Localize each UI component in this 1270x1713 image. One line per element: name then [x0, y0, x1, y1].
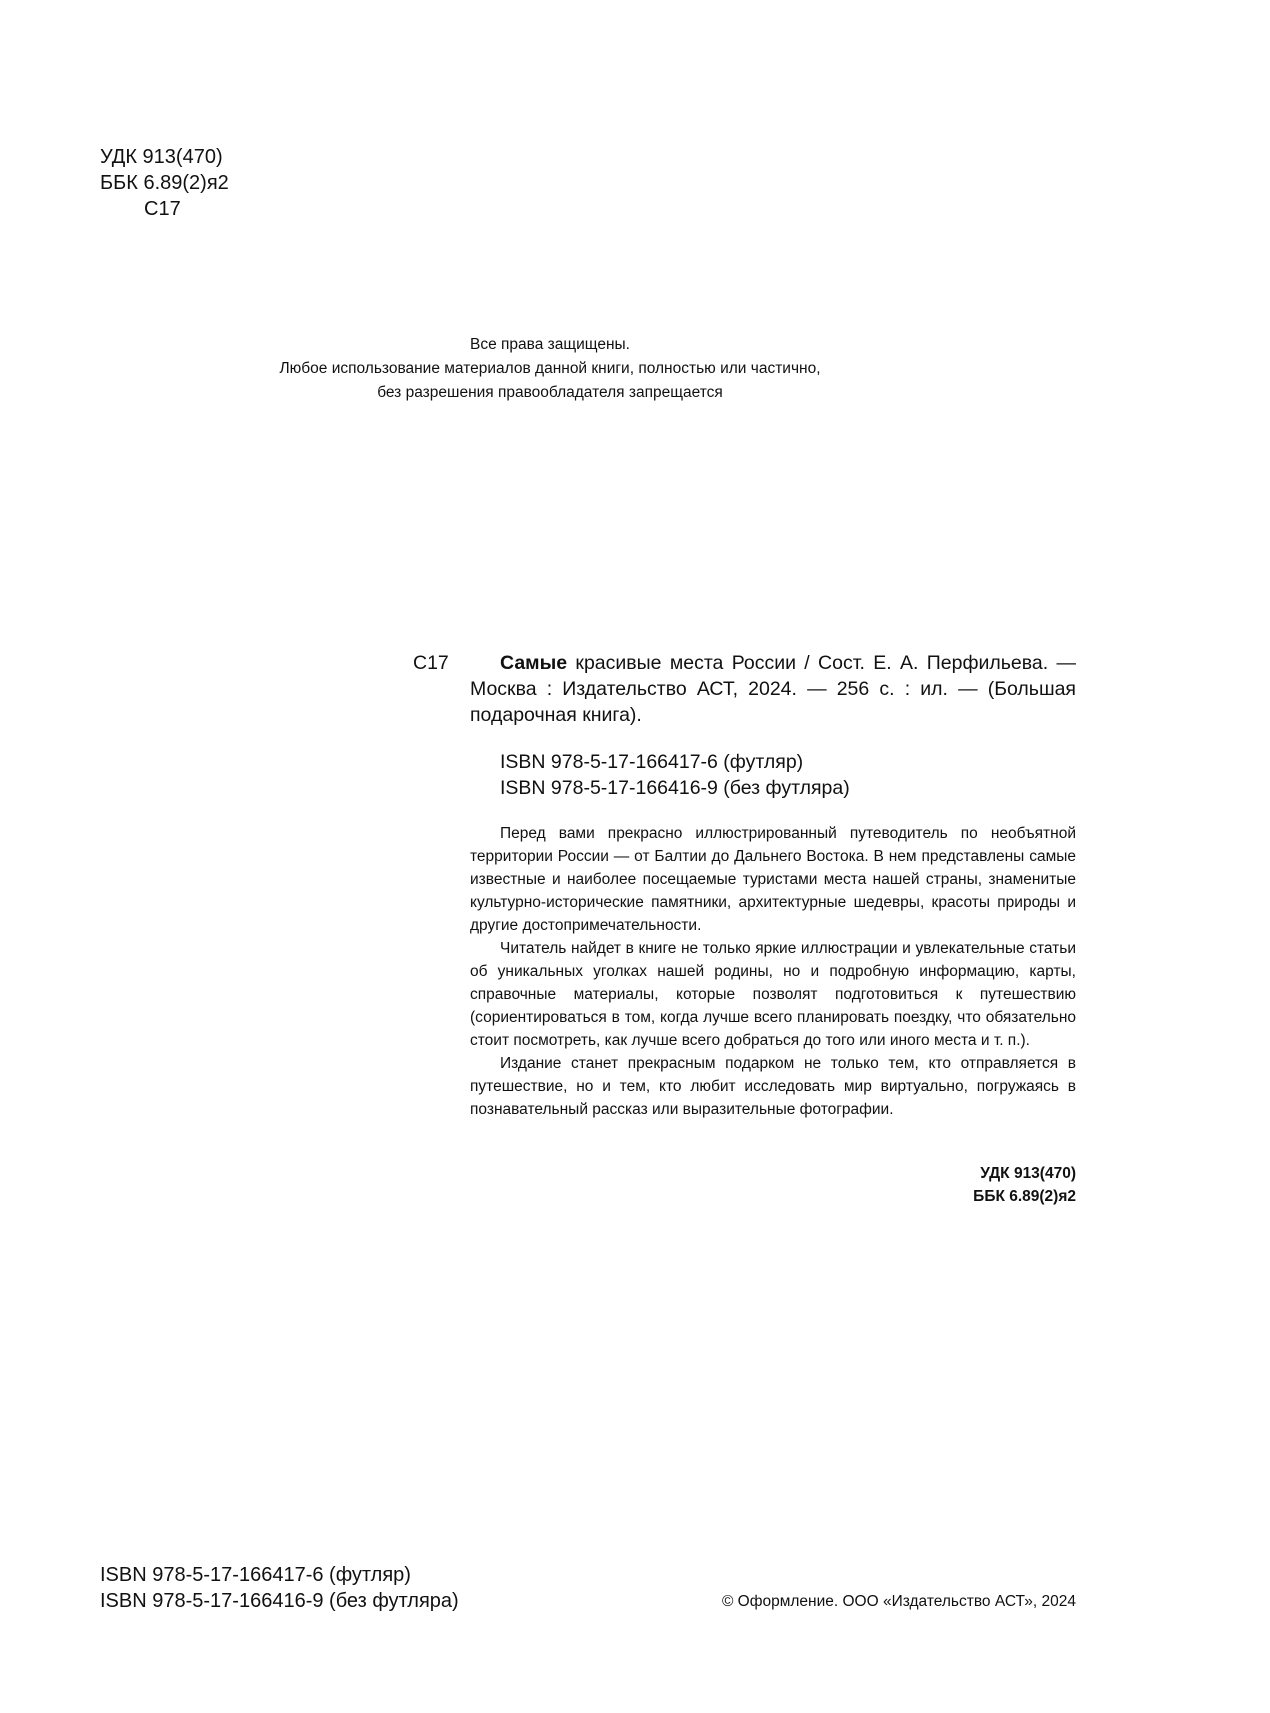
annotation-paragraph-2: Читатель найдет в книге не только яркие иллюстрации и увлекательные статьи об уникальных уголках нашей родины, но и подробную информацию, карты, справочные материалы, которые позволят подготовиться к путешествию (сориентироваться в том, когда лучше всего планировать поездку, что обязательно стоит посмотреть, как лучше всего добраться до того или иного места и т. п.).	[470, 940, 1076, 1049]
biblio-isbn-1: ISBN 978-5-17-166417-6 (футляр)	[500, 751, 804, 773]
header-codes	[100, 144, 229, 222]
rights-line-1: Все права защищены.	[470, 336, 630, 353]
classification-bbk: ББК 6.89(2)я2	[973, 1188, 1076, 1205]
footer-isbn-1: ISBN 978-5-17-166417-6 (футляр)	[100, 1564, 411, 1586]
annotation-paragraph-3: Издание станет прекрасным подарком не только тем, кто отправляется в путешествие, но и тем, кто любит исследовать мир виртуально, погружаясь в познавательный рассказ или выразительные фотографии.	[470, 1055, 1076, 1118]
classification-udk: УДК 913(470)	[980, 1165, 1076, 1182]
header-author-mark: С17	[144, 198, 181, 220]
biblio-description: красивые места России / Сост. Е. А. Перфильева. — Москва : Издательство АСТ, 2024. — 256 с. : ил. — (Большая подарочная книга).	[470, 652, 1076, 726]
annotation	[470, 822, 1076, 1121]
classification-block	[876, 1162, 1076, 1208]
rights-notice	[250, 333, 850, 405]
bibliographic-record	[470, 650, 1076, 728]
rights-line-3: без разрешения правообладателя запрещается	[377, 384, 723, 401]
footer-isbn-2: ISBN 978-5-17-166416-9 (без футляра)	[100, 1590, 459, 1612]
biblio-author-mark: С17	[413, 652, 449, 674]
footer-copyright: © Оформление. ООО «Издательство АСТ», 2024	[721, 1593, 1076, 1610]
header-bbk: ББК 6.89(2)я2	[100, 172, 229, 194]
rights-line-2: Любое использование материалов данной книги, полностью или частично,	[279, 360, 821, 377]
biblio-title-bold: Самые	[500, 652, 568, 674]
biblio-isbn-block	[500, 749, 850, 801]
biblio-isbn-2: ISBN 978-5-17-166416-9 (без футляра)	[500, 777, 850, 799]
header-udk: УДК 913(470)	[100, 146, 223, 168]
annotation-paragraph-1: Перед вами прекрасно иллюстрированный путеводитель по необъятной территории России — от Балтии до Дальнего Востока. В нем представлены самые известные и наиболее посещаемые туристами места нашей страны, знаменитые культурно-исторические памятники, архитектурные шедевры, красоты природы и другие достопримечательности.	[470, 825, 1076, 934]
footer-isbn-block	[100, 1562, 459, 1614]
